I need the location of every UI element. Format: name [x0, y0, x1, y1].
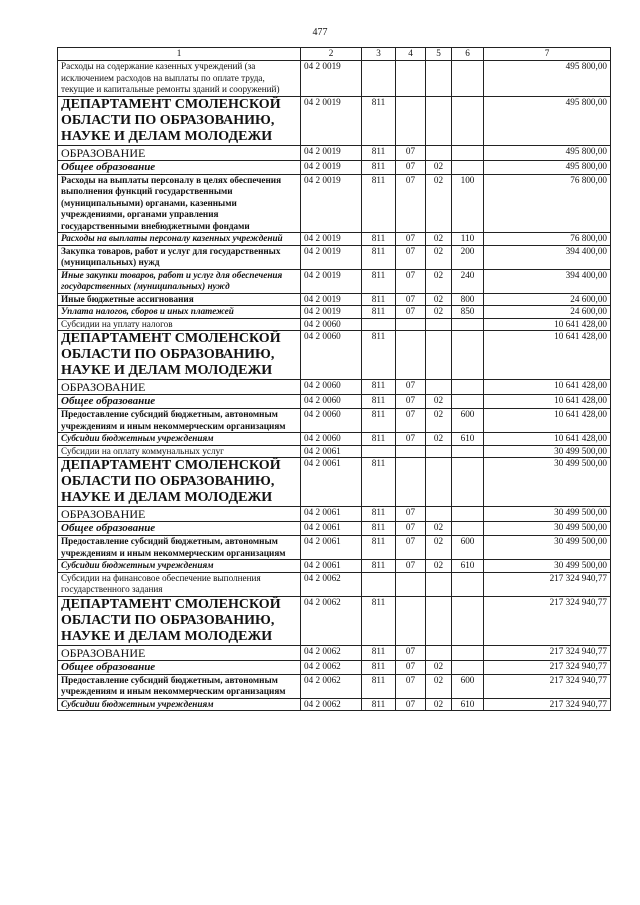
expense-type-code: 610 — [452, 698, 484, 711]
section-code: 07 — [396, 645, 426, 660]
table-row — [58, 522, 611, 536]
column-header: 3 — [362, 48, 396, 61]
target-article-code: 04 2 0060 — [301, 395, 362, 409]
table-row — [58, 572, 611, 596]
section-code — [396, 445, 426, 458]
department-code: 811 — [362, 293, 396, 306]
column-header: 7 — [484, 48, 611, 61]
expense-type-code: 600 — [452, 409, 484, 433]
department-code: 811 — [362, 536, 396, 560]
subsection-code — [426, 507, 452, 522]
section-code: 07 — [396, 698, 426, 711]
subsection-code: 02 — [426, 269, 452, 293]
target-article-code: 04 2 0019 — [301, 145, 362, 160]
section-code: 07 — [396, 674, 426, 698]
amount-value: 76 800,00 — [484, 233, 611, 246]
department-code: 811 — [362, 433, 396, 446]
subsection-code — [426, 145, 452, 160]
row-label: Субсидии на уплату налогов — [58, 318, 301, 331]
department-code: 811 — [362, 331, 396, 380]
row-label: Закупка товаров, работ и услуг для государственных (муниципальных) нужд — [58, 245, 301, 269]
subsection-code — [426, 61, 452, 97]
subsection-code: 02 — [426, 174, 452, 233]
section-code: 07 — [396, 160, 426, 174]
expense-type-code: 110 — [452, 233, 484, 246]
department-code: 811 — [362, 458, 396, 507]
subsection-code: 02 — [426, 560, 452, 573]
subsection-code — [426, 331, 452, 380]
section-code — [396, 572, 426, 596]
subsection-code: 02 — [426, 160, 452, 174]
amount-value: 394 400,00 — [484, 245, 611, 269]
target-article-code: 04 2 0062 — [301, 660, 362, 674]
row-label: ДЕПАРТАМЕНТ СМОЛЕНСКОЙ ОБЛАСТИ ПО ОБРАЗОВАНИЮ, НАУКЕ И ДЕЛАМ МОЛОДЕЖИ — [58, 331, 301, 380]
table-row — [58, 331, 611, 380]
subsection-code: 02 — [426, 536, 452, 560]
budget-table — [57, 47, 611, 711]
amount-value: 30 499 500,00 — [484, 522, 611, 536]
row-label: ДЕПАРТАМЕНТ СМОЛЕНСКОЙ ОБЛАСТИ ПО ОБРАЗОВАНИЮ, НАУКЕ И ДЕЛАМ МОЛОДЕЖИ — [58, 596, 301, 645]
column-header: 1 — [58, 48, 301, 61]
expense-type-code — [452, 160, 484, 174]
row-label: ОБРАЗОВАНИЕ — [58, 145, 301, 160]
section-code: 07 — [396, 269, 426, 293]
target-article-code: 04 2 0019 — [301, 96, 362, 145]
target-article-code: 04 2 0019 — [301, 160, 362, 174]
expense-type-code — [452, 507, 484, 522]
row-label: Общее образование — [58, 160, 301, 174]
expense-type-code — [452, 458, 484, 507]
table-row — [58, 245, 611, 269]
target-article-code: 04 2 0060 — [301, 331, 362, 380]
target-article-code: 04 2 0019 — [301, 245, 362, 269]
subsection-code — [426, 645, 452, 660]
section-code: 07 — [396, 660, 426, 674]
target-article-code: 04 2 0019 — [301, 233, 362, 246]
table-row — [58, 536, 611, 560]
target-article-code: 04 2 0061 — [301, 536, 362, 560]
target-article-code: 04 2 0060 — [301, 409, 362, 433]
subsection-code: 02 — [426, 409, 452, 433]
row-label: Иные бюджетные ассигнования — [58, 293, 301, 306]
table-row — [58, 507, 611, 522]
amount-value: 217 324 940,77 — [484, 596, 611, 645]
amount-value: 10 641 428,00 — [484, 433, 611, 446]
expense-type-code — [452, 380, 484, 395]
expense-type-code — [452, 318, 484, 331]
section-code: 07 — [396, 293, 426, 306]
amount-value: 495 800,00 — [484, 96, 611, 145]
expense-type-code: 610 — [452, 433, 484, 446]
row-label: ОБРАЗОВАНИЕ — [58, 507, 301, 522]
section-code: 07 — [396, 233, 426, 246]
section-code: 07 — [396, 522, 426, 536]
table-row — [58, 293, 611, 306]
target-article-code: 04 2 0060 — [301, 380, 362, 395]
expense-type-code — [452, 660, 484, 674]
department-code: 811 — [362, 522, 396, 536]
amount-value: 217 324 940,77 — [484, 698, 611, 711]
department-code: 811 — [362, 507, 396, 522]
department-code: 811 — [362, 245, 396, 269]
department-code: 811 — [362, 596, 396, 645]
section-code: 07 — [396, 433, 426, 446]
department-code — [362, 445, 396, 458]
amount-value: 217 324 940,77 — [484, 674, 611, 698]
department-code: 811 — [362, 306, 396, 319]
subsection-code: 02 — [426, 698, 452, 711]
amount-value: 24 600,00 — [484, 306, 611, 319]
row-label: Иные закупки товаров, работ и услуг для обеспечения государственных (муниципальных) нужд — [58, 269, 301, 293]
target-article-code: 04 2 0061 — [301, 507, 362, 522]
row-label: Субсидии на финансовое обеспечение выполнения государственного задания — [58, 572, 301, 596]
department-code: 811 — [362, 269, 396, 293]
target-article-code: 04 2 0019 — [301, 269, 362, 293]
section-code: 07 — [396, 560, 426, 573]
section-code — [396, 96, 426, 145]
amount-value: 10 641 428,00 — [484, 380, 611, 395]
row-label: Субсидии бюджетным учреждениям — [58, 698, 301, 711]
target-article-code: 04 2 0062 — [301, 698, 362, 711]
subsection-code — [426, 380, 452, 395]
row-label: Расходы на выплаты персоналу казенных учреждений — [58, 233, 301, 246]
table-row — [58, 445, 611, 458]
department-code — [362, 61, 396, 97]
table-row — [58, 660, 611, 674]
table-row — [58, 96, 611, 145]
table-row — [58, 174, 611, 233]
table-row — [58, 560, 611, 573]
department-code: 811 — [362, 96, 396, 145]
table-row — [58, 674, 611, 698]
table-row — [58, 145, 611, 160]
row-label: ДЕПАРТАМЕНТ СМОЛЕНСКОЙ ОБЛАСТИ ПО ОБРАЗОВАНИЮ, НАУКЕ И ДЕЛАМ МОЛОДЕЖИ — [58, 96, 301, 145]
expense-type-code — [452, 645, 484, 660]
department-code: 811 — [362, 233, 396, 246]
section-code: 07 — [396, 536, 426, 560]
expense-type-code — [452, 331, 484, 380]
table-row — [58, 160, 611, 174]
amount-value: 394 400,00 — [484, 269, 611, 293]
row-label: Уплата налогов, сборов и иных платежей — [58, 306, 301, 319]
target-article-code: 04 2 0062 — [301, 674, 362, 698]
subsection-code: 02 — [426, 660, 452, 674]
expense-type-code: 600 — [452, 674, 484, 698]
table-row — [58, 380, 611, 395]
table-row — [58, 233, 611, 246]
department-code: 811 — [362, 645, 396, 660]
department-code: 811 — [362, 560, 396, 573]
target-article-code: 04 2 0061 — [301, 458, 362, 507]
section-code — [396, 331, 426, 380]
department-code — [362, 318, 396, 331]
amount-value: 217 324 940,77 — [484, 572, 611, 596]
expense-type-code: 200 — [452, 245, 484, 269]
target-article-code: 04 2 0019 — [301, 61, 362, 97]
target-article-code: 04 2 0060 — [301, 318, 362, 331]
table-row — [58, 645, 611, 660]
row-label: Общее образование — [58, 395, 301, 409]
department-code: 811 — [362, 145, 396, 160]
table-row — [58, 395, 611, 409]
department-code — [362, 572, 396, 596]
section-code: 07 — [396, 245, 426, 269]
amount-value: 217 324 940,77 — [484, 660, 611, 674]
subsection-code: 02 — [426, 395, 452, 409]
subsection-code: 02 — [426, 433, 452, 446]
table-row — [58, 61, 611, 97]
subsection-code — [426, 445, 452, 458]
target-article-code: 04 2 0062 — [301, 645, 362, 660]
amount-value: 10 641 428,00 — [484, 318, 611, 331]
row-label: ОБРАЗОВАНИЕ — [58, 645, 301, 660]
expense-type-code — [452, 61, 484, 97]
amount-value: 24 600,00 — [484, 293, 611, 306]
target-article-code: 04 2 0062 — [301, 572, 362, 596]
section-code: 07 — [396, 409, 426, 433]
subsection-code: 02 — [426, 233, 452, 246]
section-code: 07 — [396, 306, 426, 319]
amount-value: 30 499 500,00 — [484, 560, 611, 573]
amount-value: 30 499 500,00 — [484, 507, 611, 522]
amount-value: 10 641 428,00 — [484, 395, 611, 409]
table-row — [58, 318, 611, 331]
amount-value: 30 499 500,00 — [484, 458, 611, 507]
department-code: 811 — [362, 698, 396, 711]
target-article-code: 04 2 0019 — [301, 174, 362, 233]
subsection-code — [426, 572, 452, 596]
table-row — [58, 433, 611, 446]
expense-type-code — [452, 395, 484, 409]
amount-value: 30 499 500,00 — [484, 445, 611, 458]
row-label: Общее образование — [58, 660, 301, 674]
row-label: Предоставление субсидий бюджетным, автономным учреждениям и иным некоммерческим организациям — [58, 409, 301, 433]
expense-type-code — [452, 96, 484, 145]
expense-type-code — [452, 596, 484, 645]
expense-type-code — [452, 445, 484, 458]
amount-value: 10 641 428,00 — [484, 331, 611, 380]
section-code — [396, 458, 426, 507]
target-article-code: 04 2 0061 — [301, 522, 362, 536]
table-header-row — [58, 48, 611, 61]
table-row — [58, 596, 611, 645]
row-label: ОБРАЗОВАНИЕ — [58, 380, 301, 395]
section-code — [396, 318, 426, 331]
amount-value: 495 800,00 — [484, 160, 611, 174]
table-row — [58, 306, 611, 319]
row-label: ДЕПАРТАМЕНТ СМОЛЕНСКОЙ ОБЛАСТИ ПО ОБРАЗОВАНИЮ, НАУКЕ И ДЕЛАМ МОЛОДЕЖИ — [58, 458, 301, 507]
amount-value: 76 800,00 — [484, 174, 611, 233]
expense-type-code — [452, 145, 484, 160]
amount-value: 30 499 500,00 — [484, 536, 611, 560]
expense-type-code: 100 — [452, 174, 484, 233]
section-code: 07 — [396, 395, 426, 409]
row-label: Субсидии бюджетным учреждениям — [58, 433, 301, 446]
target-article-code: 04 2 0062 — [301, 596, 362, 645]
column-header: 4 — [396, 48, 426, 61]
expense-type-code: 610 — [452, 560, 484, 573]
column-header: 6 — [452, 48, 484, 61]
department-code: 811 — [362, 660, 396, 674]
table-row — [58, 269, 611, 293]
subsection-code: 02 — [426, 293, 452, 306]
amount-value: 10 641 428,00 — [484, 409, 611, 433]
department-code: 811 — [362, 674, 396, 698]
target-article-code: 04 2 0061 — [301, 560, 362, 573]
expense-type-code: 600 — [452, 536, 484, 560]
section-code: 07 — [396, 380, 426, 395]
department-code: 811 — [362, 174, 396, 233]
row-label: Субсидии на оплату коммунальных услуг — [58, 445, 301, 458]
section-code — [396, 61, 426, 97]
table-body — [58, 61, 611, 711]
department-code: 811 — [362, 409, 396, 433]
amount-value: 495 800,00 — [484, 145, 611, 160]
row-label: Расходы на выплаты персоналу в целях обеспечения выполнения функций государственными (муниципальными) органами, казенными учреждениями, органами управления государственными внебюджетными фондами — [58, 174, 301, 233]
target-article-code: 04 2 0061 — [301, 445, 362, 458]
table-row — [58, 458, 611, 507]
subsection-code: 02 — [426, 674, 452, 698]
subsection-code — [426, 96, 452, 145]
column-header: 5 — [426, 48, 452, 61]
department-code: 811 — [362, 395, 396, 409]
section-code — [396, 596, 426, 645]
amount-value: 217 324 940,77 — [484, 645, 611, 660]
amount-value: 495 800,00 — [484, 61, 611, 97]
target-article-code: 04 2 0019 — [301, 293, 362, 306]
row-label: Предоставление субсидий бюджетным, автономным учреждениям и иным некоммерческим организациям — [58, 674, 301, 698]
expense-type-code — [452, 572, 484, 596]
subsection-code: 02 — [426, 245, 452, 269]
expense-type-code: 240 — [452, 269, 484, 293]
subsection-code: 02 — [426, 522, 452, 536]
page-number: 477 — [312, 27, 328, 38]
section-code: 07 — [396, 507, 426, 522]
section-code: 07 — [396, 145, 426, 160]
department-code: 811 — [362, 380, 396, 395]
column-header: 2 — [301, 48, 362, 61]
table-row — [58, 409, 611, 433]
expense-type-code — [452, 522, 484, 536]
subsection-code — [426, 318, 452, 331]
row-label: Субсидии бюджетным учреждениям — [58, 560, 301, 573]
subsection-code — [426, 596, 452, 645]
target-article-code: 04 2 0060 — [301, 433, 362, 446]
row-label: Расходы на содержание казенных учреждений (за исключением расходов на выплаты по оплате труда, текущие и капитальные ремонты зданий и сооружений) — [58, 61, 301, 97]
subsection-code — [426, 458, 452, 507]
expense-type-code: 800 — [452, 293, 484, 306]
table-row — [58, 698, 611, 711]
row-label: Предоставление субсидий бюджетным, автономным учреждениям и иным некоммерческим организациям — [58, 536, 301, 560]
expense-type-code: 850 — [452, 306, 484, 319]
subsection-code: 02 — [426, 306, 452, 319]
department-code: 811 — [362, 160, 396, 174]
row-label: Общее образование — [58, 522, 301, 536]
target-article-code: 04 2 0019 — [301, 306, 362, 319]
section-code: 07 — [396, 174, 426, 233]
